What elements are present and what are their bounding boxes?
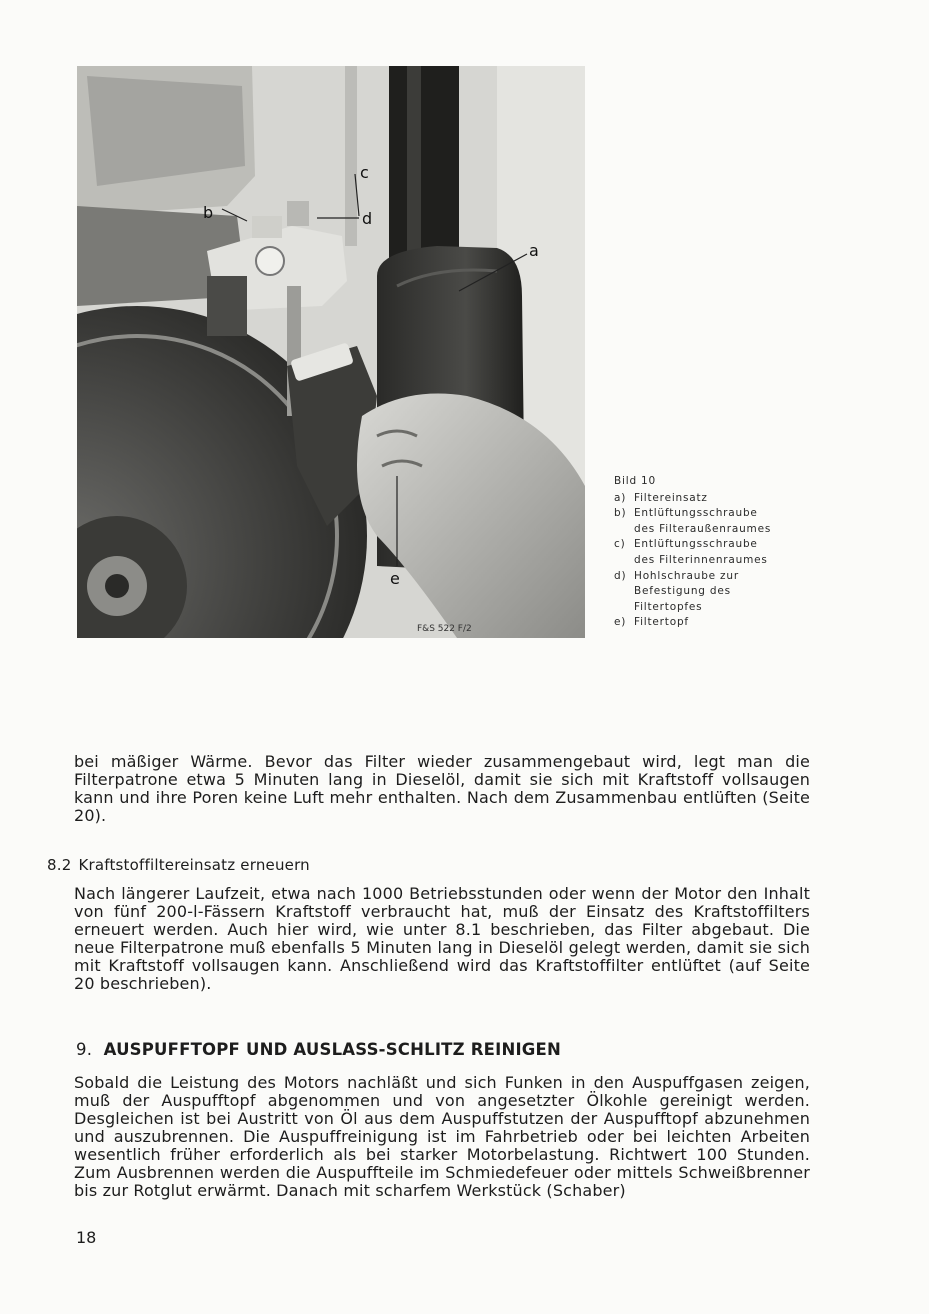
legend-item-key: a) xyxy=(614,491,627,504)
legend-item xyxy=(614,537,824,568)
callout-c: c xyxy=(360,163,369,182)
callout-d: d xyxy=(362,209,373,228)
legend-title: Bild 10 xyxy=(614,475,657,487)
section-9-heading xyxy=(76,1040,561,1059)
legend-item-line: Filtertopf xyxy=(634,616,689,629)
figure-legend xyxy=(614,474,824,631)
legend-item-key: e) xyxy=(614,616,627,629)
legend-item-text xyxy=(634,569,739,616)
paragraph-2: Nach längerer Laufzeit, etwa nach 1000 Betriebsstunden oder wenn der Motor den Inhalt von fünf 200-l-Fässern Kraftstoff verbraucht hat, muß der Einsatz des Kraftstoffilters erneuert werden. Auch hier wird, wie unter 8.1 beschrieben, das Filter abgebaut. Die neue Filterpatrone muß ebenfalls 5 Minuten lang in Dieselöl gelegt werden, damit sie sich mit Kraftstoff vollsaugen kann. Anschließend wird das Kraftstoffilter entlüftet (auf Seite 20 beschrieben). xyxy=(74,884,810,993)
legend-item xyxy=(614,569,824,616)
section-8-2-title: Kraftstoffiltereinsatz erneuern xyxy=(78,856,310,874)
legend-item-text xyxy=(634,506,771,537)
legend-item xyxy=(614,615,824,631)
paragraph-3: Sobald die Leistung des Motors nachläßt und sich Funken in den Auspuffgasen zeigen, muß der Auspufftopf abgenommen und von angesetzter Ölkohle gereinigt werden. Desgleichen ist bei Austritt von Öl aus dem Auspuffstutzen der Auspufftopf abzunehmen und auszubrennen. Die Auspuffreinigung ist im Fahrbetrieb oder bei leichten Arbeiten wesentlich früher erforderlich als bei starker Motorbelastung. Richtwert 100 Stunden. Zum Ausbrennen werden die Auspuffteile im Schmiedefeuer oder mittels Schweißbrenner bis zur Rotglut erwärmt. Danach mit scharfem Werkstück (Schaber) xyxy=(74,1073,810,1200)
section-9-title: AUSPUFFTOPF UND AUSLASS-SCHLITZ REINIGEN xyxy=(103,1040,562,1059)
legend-item-line: Filtertopfes xyxy=(634,600,703,613)
legend-item-line: Filtereinsatz xyxy=(634,491,708,504)
paragraph-1: bei mäßiger Wärme. Bevor das Filter wieder zusammengebaut wird, legt man die Filterpatrone etwa 5 Minuten lang in Dieselöl, damit sie sich mit Kraftstoff vollsaugen kann und ihre Poren keine Luft mehr enthalten. Nach dem Zusammenbau entlüften (Seite 20). xyxy=(74,752,810,825)
engine-filter-illustration xyxy=(77,66,585,638)
callout-a: a xyxy=(529,241,539,260)
legend-item-text xyxy=(634,537,768,568)
legend-item-line: Entlüftungsschraube xyxy=(634,538,758,551)
legend-item-line: des Filterinnenraumes xyxy=(634,553,768,566)
photo-code: F&S 522 F/2 xyxy=(417,624,472,634)
section-8-2-heading xyxy=(47,856,310,874)
legend-item-key: d) xyxy=(614,569,627,582)
page-number: 18 xyxy=(76,1228,97,1247)
legend-item-line: Entlüftungsschraube xyxy=(634,507,758,520)
legend-items xyxy=(614,491,824,631)
callout-b: b xyxy=(203,203,214,222)
callout-e: e xyxy=(390,569,400,588)
legend-item-text xyxy=(634,615,689,631)
legend-item-text xyxy=(634,491,708,507)
legend-item xyxy=(614,506,824,537)
engine-filter-photo xyxy=(77,66,585,638)
legend-item-key: c) xyxy=(614,538,626,551)
section-9-number: 9. xyxy=(76,1040,93,1059)
legend-item-line: des Filteraußenraumes xyxy=(634,522,772,535)
section-8-2-number: 8.2 xyxy=(47,856,72,874)
legend-item xyxy=(614,491,824,507)
legend-item-key: b) xyxy=(614,507,627,520)
legend-item-line: Befestigung des xyxy=(634,585,731,598)
legend-item-line: Hohlschraube zur xyxy=(634,569,739,582)
